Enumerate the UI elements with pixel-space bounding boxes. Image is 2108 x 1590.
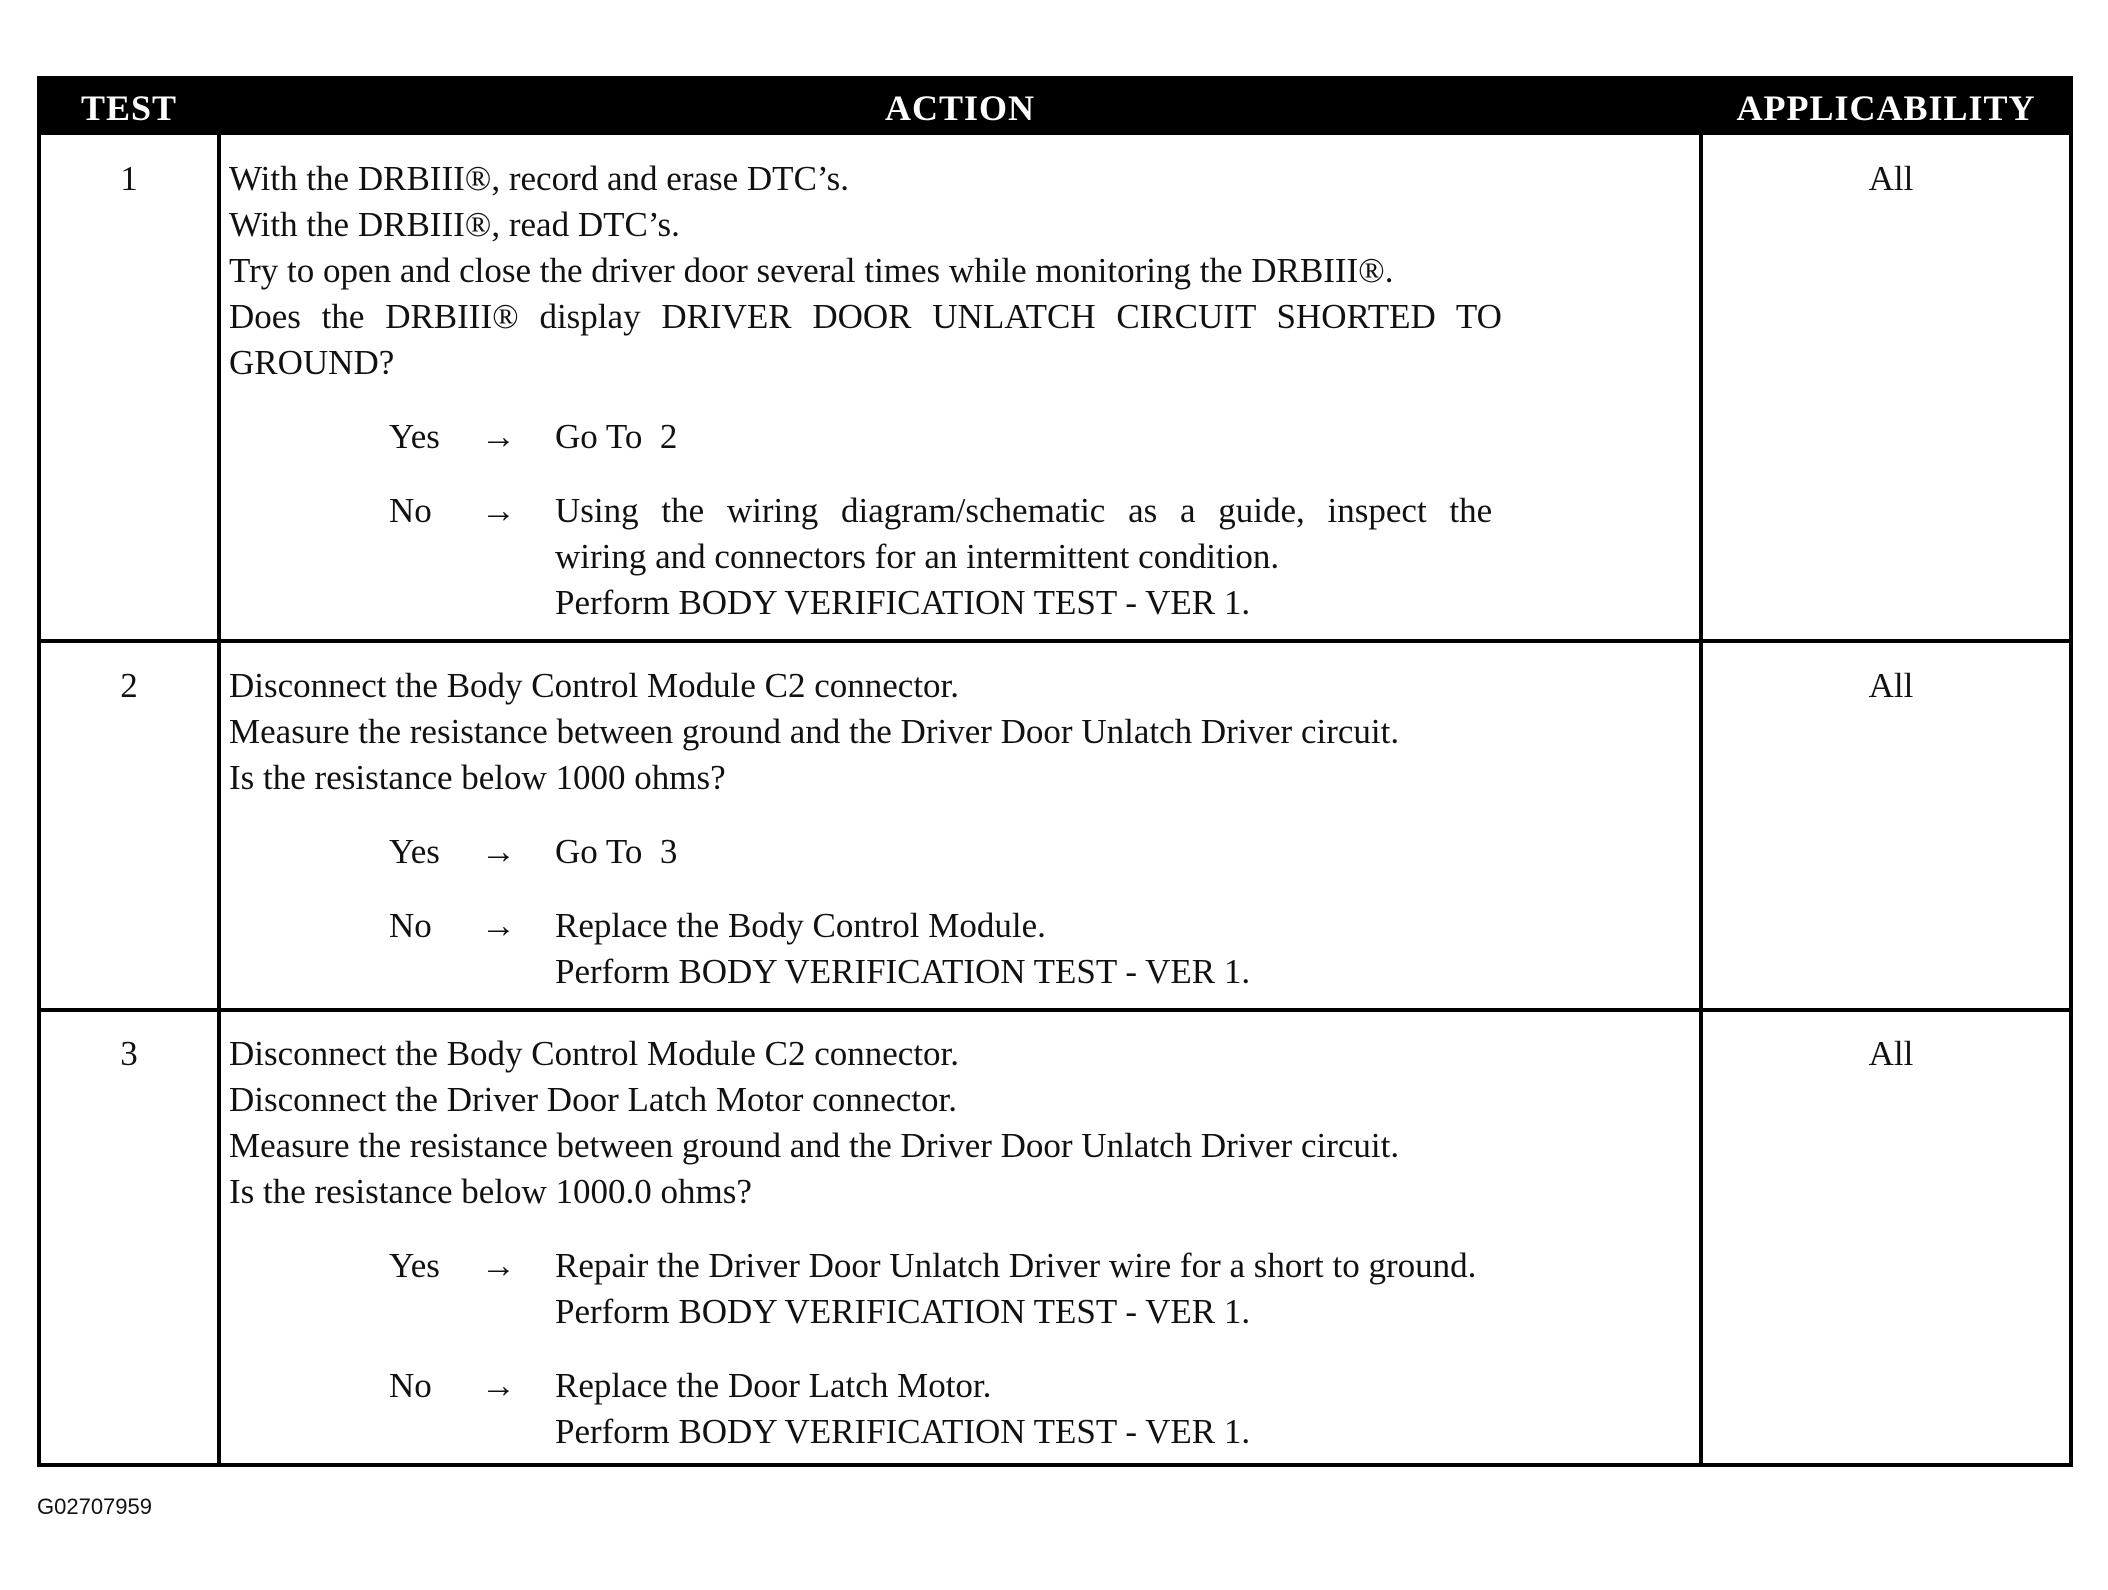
action-line: Disconnect the Body Control Module C2 connector. — [229, 1034, 960, 1073]
action-cell — [229, 156, 1695, 626]
yes-label: Yes — [389, 832, 440, 871]
column-divider — [217, 80, 221, 1463]
action-line: Measure the resistance between ground and the Driver Door Unlatch Driver circuit. — [229, 1126, 1400, 1165]
result-text: Go To 3 — [555, 832, 678, 871]
arrow-icon: → — [481, 1366, 516, 1405]
arrow-icon: → — [481, 906, 516, 945]
arrow-icon: → — [481, 1246, 516, 1285]
no-label: No — [389, 491, 432, 530]
action-line: Is the resistance below 1000 ohms? — [229, 758, 726, 797]
no-result — [229, 903, 1695, 995]
action-line: Does the DRBIII® display DRIVER DOOR UNLATCH CIRCUIT SHORTED TO — [229, 297, 1502, 336]
header-action: ACTION — [884, 88, 1036, 128]
test-number: 3 — [120, 1034, 138, 1073]
applicability: All — [1868, 666, 1914, 705]
arrow-icon: → — [481, 417, 516, 456]
result-text: Perform BODY VERIFICATION TEST - VER 1. — [555, 952, 1251, 991]
no-label: No — [389, 906, 432, 945]
result-text: Repair the Driver Door Unlatch Driver wire for a short to ground. — [555, 1246, 1477, 1285]
action-cell — [229, 663, 1695, 995]
yes-label: Yes — [389, 1246, 440, 1285]
diagnostic-table — [37, 76, 2073, 1467]
action-line: With the DRBIII®, record and erase DTC’s. — [229, 159, 850, 198]
arrow-icon: → — [481, 832, 516, 871]
column-divider — [1699, 80, 1703, 1463]
action-line: With the DRBIII®, read DTC’s. — [229, 205, 680, 244]
yes-result — [229, 414, 1695, 460]
result-text: Replace the Body Control Module. — [555, 906, 1046, 945]
action-line: GROUND? — [229, 343, 395, 382]
result-text: Go To 2 — [555, 417, 678, 456]
applicability: All — [1868, 1034, 1914, 1073]
action-line: Disconnect the Driver Door Latch Motor connector. — [229, 1080, 957, 1119]
yes-result — [229, 829, 1695, 875]
result-text: Using the wiring diagram/schematic as a guide, inspect the — [555, 491, 1493, 530]
no-result — [229, 1363, 1695, 1455]
no-label: No — [389, 1366, 432, 1405]
action-line: Is the resistance below 1000.0 ohms? — [229, 1172, 752, 1211]
table-header — [41, 80, 2069, 135]
test-number: 1 — [120, 159, 138, 198]
action-line: Disconnect the Body Control Module C2 connector. — [229, 666, 960, 705]
header-test: TEST — [80, 88, 178, 128]
applicability: All — [1868, 159, 1914, 198]
result-text: Perform BODY VERIFICATION TEST - VER 1. — [555, 1292, 1251, 1331]
yes-result — [229, 1243, 1695, 1335]
action-line: Measure the resistance between ground and the Driver Door Unlatch Driver circuit. — [229, 712, 1400, 751]
result-text: Replace the Door Latch Motor. — [555, 1366, 992, 1405]
row-divider — [41, 1008, 2069, 1012]
result-text: Perform BODY VERIFICATION TEST - VER 1. — [555, 583, 1251, 622]
action-cell — [229, 1031, 1695, 1455]
no-result — [229, 488, 1695, 626]
test-number: 2 — [120, 666, 138, 705]
action-line: Try to open and close the driver door several times while monitoring the DRBIII®. — [229, 251, 1394, 290]
header-applicability: APPLICABILITY — [1736, 88, 2036, 128]
arrow-icon: → — [481, 491, 516, 530]
row-divider — [41, 639, 2069, 643]
result-text: wiring and connectors for an intermittent condition. — [555, 537, 1280, 576]
figure-code: G02707959 — [37, 1494, 152, 1519]
result-text: Perform BODY VERIFICATION TEST - VER 1. — [555, 1412, 1251, 1451]
yes-label: Yes — [389, 417, 440, 456]
